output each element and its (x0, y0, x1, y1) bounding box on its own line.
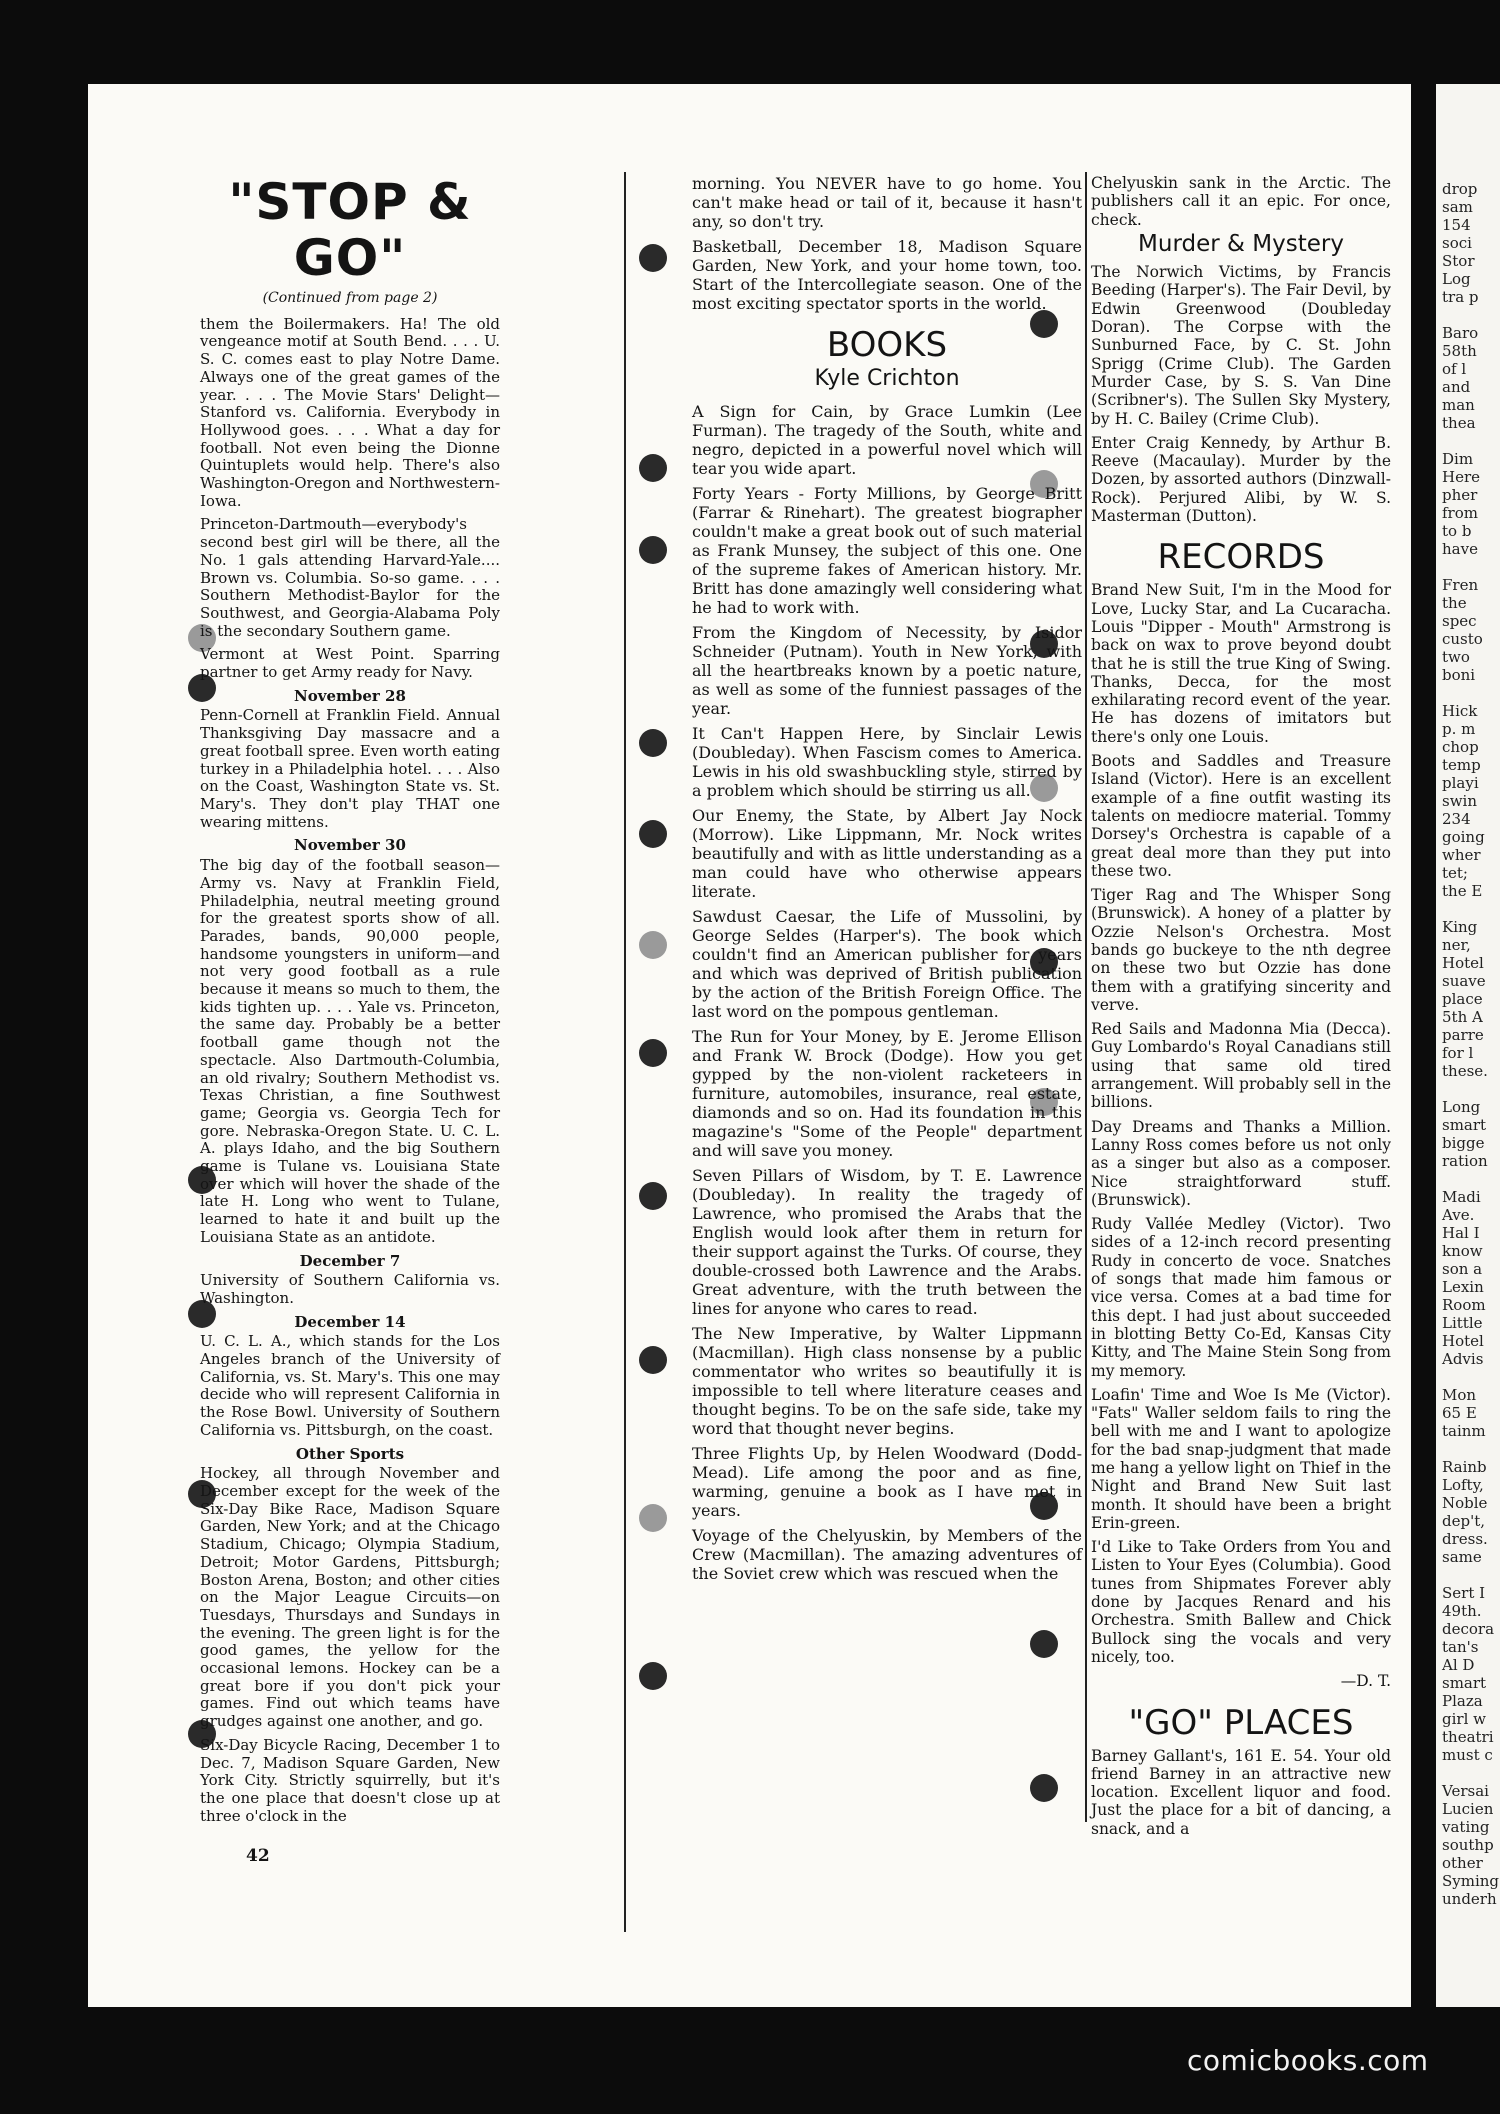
adjacent-line: suave (1442, 972, 1486, 990)
book-review: The Run for Your Money, by E. Jerome Ellison and Frank W. Brock (Dodge). How you get gypped by the non-violent racketeers in furniture, automobiles, insurance, real estate, diamonds and so on. Had its foundation in this magazine's "Some of the People" department and will save you money. (692, 1027, 1082, 1160)
signoff: —D. T. (1340, 1672, 1391, 1691)
record-review: I'd Like to Take Orders from You and Listen to Your Eyes (Columbia). Good tunes from Shipmates Forever ably done by Jacques Renard and his Orchestra. Smith Ballew and Chick Bullock sing the vocals and very nicely, too. (1091, 1538, 1391, 1666)
adjacent-line: Mon (1442, 1386, 1477, 1404)
article-paragraph: Basketball, December 18, Madison Square Garden, New York, and your home town, too. Start of the Intercollegiate season. One of the most exciting spectator sports in the world. (692, 237, 1082, 313)
adjacent-line: Rainb (1442, 1458, 1487, 1476)
mystery-review: Enter Craig Kennedy, by Arthur B. Reeve (Macaulay). Murder by the Dozen, by assorted authors (Dinzwall-Rock). Perjured Alibi, by W. S. Masterman (Dutton). (1091, 433, 1391, 526)
adjacent-line (1442, 1440, 1499, 1458)
green-light-icon (639, 1039, 667, 1067)
adjacent-line: Log (1442, 270, 1471, 288)
adjacent-line: dress. (1442, 1530, 1488, 1548)
adjacent-line: know (1442, 1242, 1483, 1260)
adjacent-line: Lucien (1442, 1800, 1494, 1818)
adjacent-line: thea (1442, 414, 1476, 432)
adjacent-line (1442, 684, 1499, 702)
adjacent-line: Hal I (1442, 1224, 1480, 1242)
adjacent-line: southp (1442, 1836, 1494, 1854)
continued-note: (Continued from page 2) (262, 290, 438, 306)
adjacent-line: same (1442, 1548, 1482, 1566)
adjacent-line: for l (1442, 1044, 1474, 1062)
adjacent-page-text (1442, 180, 1499, 1908)
article-paragraph: morning. You NEVER have to go home. You can't make head or tail of it, because it hasn't any, so don't try. (692, 174, 1082, 231)
adjacent-line: from (1442, 504, 1478, 522)
adjacent-line: vating (1442, 1818, 1490, 1836)
yellow-light-icon (639, 1504, 667, 1532)
record-review: Tiger Rag and The Whisper Song (Brunswick). A honey of a platter by Ozzie Nelson's Orchestra. Most bands go buckeye to the nth degree on these two but Ozzie has done them with a gratifying sincerity and verve. (1091, 886, 1391, 1014)
adjacent-line: Room (1442, 1296, 1486, 1314)
adjacent-line: Stor (1442, 252, 1475, 270)
section-title-books: BOOKS (826, 325, 948, 365)
book-review: Sawdust Caesar, the Life of Mussolini, by George Seldes (Harper's). The book which couldn't find an American publisher for years and which was deprived of British publication by the action of the British Foreign Office. The last word on the pompous gentleman. (692, 907, 1082, 1021)
adjacent-line (1442, 432, 1499, 450)
adjacent-line: dep't, (1442, 1512, 1486, 1530)
article-paragraph: The big day of the football season—Army vs. Navy at Franklin Field, Philadelphia, neutral meeting ground for the greatest sports show of all. Parades, bands, 90,000 people, handsome youngsters in uniform—and not very good football as a rule because it means so much to them, the kids tighten up. . . . Yale vs. Princeton, the same day. Probably be a better football game though not the spectacle. Also Dartmouth-Columbia, an old rivalry; Southern Methodist vs. Texas Christian, a fine Southwest game; Georgia vs. Georgia Tech for gore. Nebraska-Oregon State. U. C. L. A. plays Idaho, and the big Southern game is Tulane vs. Louisiana State over which will hover the shade of the late H. Long who went to Tulane, learned to hate it and built up the Louisiana State as an antidote. (200, 856, 500, 1246)
adjacent-line: Hotel (1442, 1332, 1484, 1350)
green-light-icon (639, 454, 667, 482)
adjacent-line (1442, 306, 1499, 324)
book-review: Our Enemy, the State, by Albert Jay Nock (Morrow). Like Lippmann, Mr. Nock writes beautifully and with as little understanding as a man could have who otherwise appears literate. (692, 806, 1082, 901)
book-review: Voyage of the Chelyuskin, by Members of the Crew (Macmillan). The amazing adventures of the Soviet crew which was rescued when the (692, 1526, 1082, 1583)
adjacent-line: p. m (1442, 720, 1476, 738)
book-review: It Can't Happen Here, by Sinclair Lewis (Doubleday). When Fascism comes to America. Lewis in his old swashbuckling style, stirred by a problem which should be stirring us all. (692, 724, 1082, 800)
green-light-icon (639, 1346, 667, 1374)
adjacent-line: to b (1442, 522, 1472, 540)
adjacent-line: the (1442, 594, 1467, 612)
date-heading: November 28 (294, 686, 406, 705)
adjacent-line: pher (1442, 486, 1478, 504)
adjacent-line (1442, 1080, 1499, 1098)
watermark: comicbooks.com (1187, 2044, 1429, 2077)
article-paragraph: Princeton-Dartmouth—everybody's second best girl will be there, all the No. 1 gals attending Harvard-Yale.... Brown vs. Columbia. So-so game. . . . Southern Methodist-Baylor for the Southwest, and Georgia-Alabama Poly is the secondary Southern game. (200, 515, 500, 640)
column-books (692, 174, 1082, 1589)
adjacent-line: Hotel (1442, 954, 1484, 972)
record-review: Loafin' Time and Woe Is Me (Victor). "Fats" Waller seldom fails to ring the bell with me and I want to apologize for the bad snap-judgment that made me hang a yellow light on Thief in the Night and Brand New Suit last month. It should have been a bright Erin-green. (1091, 1385, 1391, 1532)
adjacent-line: wher (1442, 846, 1481, 864)
adjacent-line (1442, 1566, 1499, 1584)
adjacent-line: Ave. (1442, 1206, 1475, 1224)
adjacent-line: Hick (1442, 702, 1478, 720)
adjacent-line: 5th A (1442, 1008, 1483, 1026)
adjacent-line: King (1442, 918, 1478, 936)
adjacent-line: 58th (1442, 342, 1477, 360)
adjacent-line: Baro (1442, 324, 1479, 342)
page-number: 42 (246, 1846, 270, 1866)
adjacent-line: Fren (1442, 576, 1479, 594)
adjacent-line: spec (1442, 612, 1477, 630)
adjacent-line: place (1442, 990, 1483, 1008)
adjacent-line: smart (1442, 1116, 1487, 1134)
book-review: A Sign for Cain, by Grace Lumkin (Lee Furman). The tragedy of the South, white and negro, depicted in a powerful novel which will tear you wide apart. (692, 402, 1082, 478)
adjacent-line: decora (1442, 1620, 1495, 1638)
green-light-icon (639, 244, 667, 272)
adjacent-line: 49th. (1442, 1602, 1482, 1620)
adjacent-line: ner, (1442, 936, 1471, 954)
adjacent-line: soci (1442, 234, 1472, 252)
adjacent-line: Versai (1442, 1782, 1489, 1800)
adjacent-line: Lexin (1442, 1278, 1484, 1296)
column-stop-and-go (200, 174, 500, 1831)
adjacent-line: 65 E (1442, 1404, 1477, 1422)
adjacent-line: of l (1442, 360, 1467, 378)
magazine-page (88, 84, 1411, 2007)
date-heading: November 30 (294, 836, 406, 855)
adjacent-line: going (1442, 828, 1485, 846)
adjacent-line: Noble (1442, 1494, 1488, 1512)
green-light-icon (639, 1662, 667, 1690)
adjacent-line: must c (1442, 1746, 1493, 1764)
adjacent-line: two (1442, 648, 1470, 666)
article-paragraph: Six-Day Bicycle Racing, December 1 to Dec. 7, Madison Square Garden, New York City. Strictly squirrelly, but it's the one place that doesn't close up at three o'clock in the (200, 1735, 500, 1825)
adjacent-line: son a (1442, 1260, 1483, 1278)
adjacent-line (1442, 558, 1499, 576)
adjacent-line: and (1442, 378, 1471, 396)
byline: Kyle Crichton (814, 366, 960, 391)
book-review: Forty Years - Forty Millions, by George Britt (Farrar & Rinehart). The greatest biographer couldn't make a great book out of such material as Frank Munsey, the subject of this one. One of the supreme fakes of American history. Mr. Britt has done amazingly well considering what he had to work with. (692, 484, 1082, 617)
adjacent-line: tainm (1442, 1422, 1486, 1440)
adjacent-line: parre (1442, 1026, 1484, 1044)
record-review: Brand New Suit, I'm in the Mood for Love, Lucky Star, and La Cucaracha. Louis "Dipper - Mouth" Armstrong is back on wax to prove beyond doubt that he is still the true King of Swing. Thanks, Decca, for the most exhilarating record event of the year. He has dozens of imitators but there's only one Louis. (1091, 581, 1391, 746)
adjacent-line: theatri (1442, 1728, 1494, 1746)
section-title-go-places: "GO" PLACES (1128, 1702, 1354, 1743)
adjacent-line: drop (1442, 180, 1478, 198)
adjacent-line: custo (1442, 630, 1483, 648)
article-paragraph: Penn-Cornell at Franklin Field. Annual Thanksgiving Day massacre and a great football spree. Even worth eating turkey in a Philadelphia hotel. . . . Also on the Coast, Washington State vs. St. Mary's. They don't play THAT one wearing mittens. (200, 706, 500, 831)
section-title-records: RECORDS (1157, 537, 1325, 578)
date-heading: December 14 (294, 1312, 406, 1331)
adjacent-line: girl w (1442, 1710, 1486, 1728)
green-light-icon (639, 536, 667, 564)
adjacent-line: sam (1442, 198, 1473, 216)
adjacent-line: bigge (1442, 1134, 1485, 1152)
book-review: The New Imperative, by Walter Lippmann (Macmillan). High class nonsense by a public commentator who writes so beautifully it is impossible to tell where literature ceases and thought begins. To be on the safe side, take my word that thought never begins. (692, 1324, 1082, 1438)
article-paragraph: U. C. L. A., which stands for the Los Angeles branch of the University of California, vs. St. Mary's. This one may decide who will represent California in the Rose Bowl. University of Southern California vs. Pittsburgh, on the coast. (200, 1332, 500, 1439)
place-review: Barney Gallant's, 161 E. 54. Your old friend Barney in an attractive new location. Excellent liquor and food. Just the place for a bit of dancing, a snack, and a (1091, 1746, 1391, 1838)
record-review: Rudy Vallée Medley (Victor). Two sides of a 12-inch record presenting Rudy in concerto de voce. Snatches of songs that made him famous or vice versa. Comes at a bad time for this dept. I had just about succeeded in blotting Betty Co-Ed, Kansas City Kitty, and The Maine Stein Song from my memory. (1091, 1215, 1391, 1380)
green-light-icon (1030, 1774, 1058, 1802)
green-light-icon (639, 1182, 667, 1210)
adjacent-line: Little (1442, 1314, 1483, 1332)
section-title-murder-mystery: Murder & Mystery (1138, 230, 1344, 257)
adjacent-line: Long (1442, 1098, 1481, 1116)
adjacent-line (1442, 1368, 1499, 1386)
adjacent-line: Dim (1442, 450, 1474, 468)
adjacent-line: smart (1442, 1674, 1487, 1692)
book-review: From the Kingdom of Necessity, by Isidor Schneider (Putnam). Youth in New York, with all the heartbreaks known by a poetic nature, as well as some of the funniest passages of the year. (692, 623, 1082, 718)
adjacent-line: playi (1442, 774, 1479, 792)
adjacent-line: tan's (1442, 1638, 1479, 1656)
article-paragraph: Hockey, all through November and December except for the week of the Six-Day Bike Race, Madison Square Garden, New York; and at the Chicago Stadium, Chicago; Olympia Stadium, Detroit; Motor Gardens, Pittsburgh; Boston Arena, Boston; and other cities on the Major League Circuits—on Tuesdays, Thursdays and Sundays in the evening. The green light is for the good games, the yellow for the occasional lemons. Hockey can be a great bore if you don't pick your games. Find out which teams have grudges against one another, and go. (200, 1464, 500, 1731)
adjacent-line: 234 (1442, 810, 1471, 828)
yellow-light-icon (639, 931, 667, 959)
adjacent-line: Advis (1442, 1350, 1484, 1368)
adjacent-line: Al D (1442, 1656, 1475, 1674)
adjacent-line: other (1442, 1854, 1483, 1872)
green-light-icon (639, 729, 667, 757)
adjacent-line: Madi (1442, 1188, 1481, 1206)
adjacent-line: man (1442, 396, 1475, 414)
green-light-icon (639, 820, 667, 848)
adjacent-line: Here (1442, 468, 1481, 486)
adjacent-line: the E (1442, 882, 1483, 900)
adjacent-line: tra p (1442, 288, 1479, 306)
article-paragraph: them the Boilermakers. Ha! The old vengeance motif at South Bend. . . . U. S. C. comes east to play Notre Dame. Always one of the great games of the year. . . . The Movie Stars' Delight—Stanford vs. California. Everybody in Hollywood goes. . . . What a day for football. Not even being the Dionne Quintuplets would help. There's also Washington-Oregon and Northwestern-Iowa. (200, 314, 500, 510)
record-review: Boots and Saddles and Treasure Island (Victor). Here is an excellent example of a fine outfit wasting its talents on mediocre material. Tommy Dorsey's Orchestra is capable of a great deal more than they put into these two. (1091, 752, 1391, 880)
adjacent-line: have (1442, 540, 1478, 558)
record-review: Day Dreams and Thanks a Million. Lanny Ross comes before us not only as a singer but also as a composer. Nice straightforward stuff. (Brunswick). (1091, 1117, 1391, 1209)
mystery-review: The Norwich Victims, by Francis Beeding (Harper's). The Fair Devil, by Edwin Greenwood (Doubleday Doran). The Corpse with the Sunburned Face, by C. St. John Sprigg (Crime Club). The Garden Murder Case, by S. S. Van Dine (Scribner's). The Sullen Sky Mystery, by H. C. Bailey (Crime Club). (1091, 263, 1391, 428)
adjacent-line: temp (1442, 756, 1481, 774)
adjacent-line: tet; (1442, 864, 1468, 882)
adjacent-line: chop (1442, 738, 1479, 756)
date-heading: December 7 (299, 1251, 401, 1270)
adjacent-line: 154 (1442, 216, 1471, 234)
adjacent-line (1442, 1764, 1499, 1782)
adjacent-line (1442, 900, 1499, 918)
column-rule-right (1085, 172, 1087, 1822)
book-review: Seven Pillars of Wisdom, by T. E. Lawrence (Doubleday). In reality the tragedy of Lawrence, who promised the Arabs that the English would look after them in return for their support against the Turks. Of course, they double-crossed both Lawrence and the Arabs. Great adventure, with the truth between the lines for anyone who cares to read. (692, 1166, 1082, 1318)
adjacent-line (1442, 1170, 1499, 1188)
adjacent-line: Syming (1442, 1872, 1500, 1890)
column-records (1091, 174, 1391, 1844)
book-review: Three Flights Up, by Helen Woodward (Dodd-Mead). Life among the poor and as fine, warming, genuine a book as I have met in years. (692, 1444, 1082, 1520)
adjacent-line: Lofty, (1442, 1476, 1484, 1494)
adjacent-line: Sert I (1442, 1584, 1486, 1602)
adjacent-line: these. (1442, 1062, 1488, 1080)
article-paragraph: Chelyuskin sank in the Arctic. The publishers call it an epic. For once, check. (1091, 174, 1391, 229)
adjacent-line: underh (1442, 1890, 1497, 1908)
green-light-icon (1030, 1630, 1058, 1658)
record-review: Red Sails and Madonna Mia (Decca). Guy Lombardo's Royal Canadians still using that same old tired arrangement. Will probably sell in the billions. (1091, 1020, 1391, 1112)
adjacent-line: boni (1442, 666, 1476, 684)
article-paragraph: Vermont at West Point. Sparring partner to get Army ready for Navy. (200, 645, 500, 682)
adjacent-line: Plaza (1442, 1692, 1483, 1710)
adjacent-line: swin (1442, 792, 1477, 810)
section-heading: Other Sports (295, 1444, 405, 1463)
adjacent-page-edge (1436, 84, 1500, 2007)
article-paragraph: University of Southern California vs. Washington. (200, 1271, 500, 1307)
page-title: "STOP & GO" (228, 173, 472, 287)
column-rule-left (624, 172, 626, 1932)
adjacent-line: ration (1442, 1152, 1488, 1170)
